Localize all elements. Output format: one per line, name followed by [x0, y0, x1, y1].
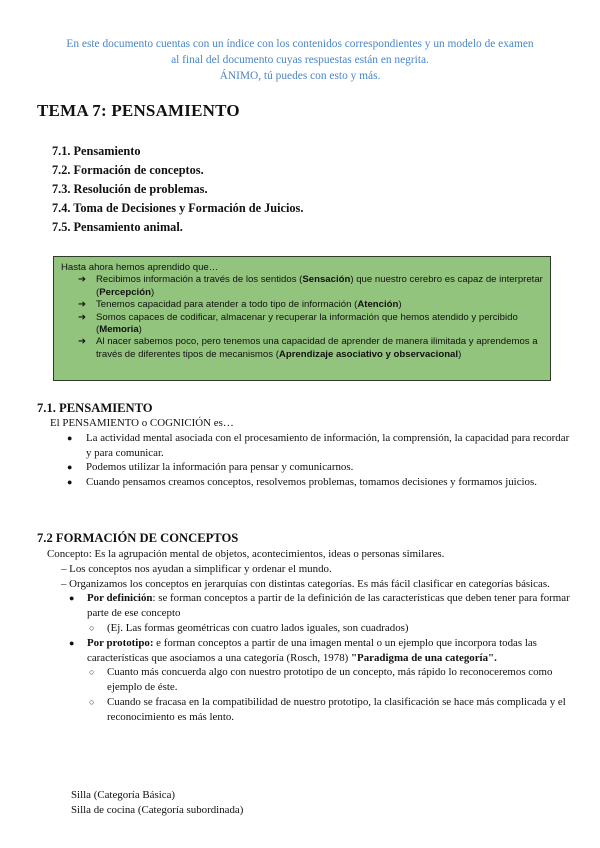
item-text: )	[150, 286, 155, 298]
bullet-bold: Por definición	[87, 592, 153, 605]
list-item	[50, 460, 570, 475]
bullet-icon: ●	[69, 637, 75, 648]
circle-bullet-icon: ○	[89, 622, 95, 633]
table-of-contents	[52, 142, 303, 237]
item-text: Somos capaces de codificar, almacenar y recuperar la información que hemos atendido y percibido (	[96, 311, 518, 336]
sub-list-item	[47, 665, 570, 695]
list-item	[50, 431, 570, 461]
circle-bullet-icon: ○	[89, 667, 95, 678]
section-intro: El PENSAMIENTO o COGNICIÓN es…	[50, 417, 234, 429]
bullet-text: La actividad mental asociada con el procesamiento de información, la comprensión, la capacidad para recordar y para comunicar.	[86, 431, 570, 459]
intro-line: ÁNIMO, tú puedes con esto y más.	[219, 70, 381, 82]
category-examples	[71, 788, 243, 818]
section-pensamiento	[50, 416, 570, 490]
page-title: TEMA 7: PENSAMIENTO	[37, 101, 240, 120]
sub-list-item	[47, 621, 570, 636]
toc-item: 7.1. Pensamiento	[52, 144, 141, 158]
example-line: Silla de cocina (Categoría subordinada)	[71, 804, 244, 816]
arrow-icon: ➔	[78, 274, 87, 286]
bullet-bold: Por prototipo:	[87, 636, 154, 649]
section-heading-conceptos: 7.2 FORMACIÓN DE CONCEPTOS	[37, 531, 239, 545]
toc-item: 7.2. Formación de conceptos.	[52, 163, 204, 177]
intro-line: al final del documento cuyas respuestas están en negrita.	[171, 54, 429, 66]
bullet-text: e forman conceptos a partir de una imagen mental o un ejemplo que incorpora todas las características que asociamos a una categoría (Rosch, 1978)	[87, 636, 537, 664]
sub-text: Cuando se fracasa en la compatibilidad de nuestro prototipo, la clasificación se hace más complicada y el reconocimiento es más lento.	[107, 695, 566, 723]
bullet-bold: "Paradigma de una categoría".	[351, 651, 497, 664]
toc-item: 7.5. Pensamiento animal.	[52, 220, 183, 234]
list-item	[78, 299, 543, 311]
sub-list-item	[47, 695, 570, 725]
item-bold: Memoria	[99, 324, 139, 336]
item-bold: Atención	[357, 299, 399, 311]
circle-bullet-icon: ○	[89, 696, 95, 707]
sub-text: (Ej. Las formas geométricas con cuatro lados iguales, son cuadrados)	[107, 621, 409, 634]
summary-list	[61, 274, 543, 361]
concept-definition: Concepto: Es la agrupación mental de objetos, acontecimientos, ideas o personas similares.	[47, 548, 445, 560]
summary-box	[53, 256, 551, 381]
item-text: ) que nuestro cerebro es capaz de interpretar (	[96, 274, 543, 298]
item-text: )	[458, 348, 462, 360]
intro-line: En este documento cuentas con un índice con los contenidos correspondientes y un modelo de examen	[66, 38, 534, 50]
dash-item: – Organizamos los conceptos en jerarquías con distintas categorías. Es más fácil clasificar en categorías básicas.	[61, 577, 550, 590]
section-conceptos	[47, 547, 570, 725]
toc-item: 7.4. Toma de Decisiones y Formación de Juicios.	[52, 201, 304, 215]
item-bold: Sensación	[302, 274, 351, 286]
item-text: Tenemos capacidad para atender a todo tipo de información (	[96, 299, 358, 311]
bullet-icon: ●	[67, 462, 73, 473]
sub-text: Cuanto más concuerda algo con nuestro prototipo de un concepto, más rápido lo reconoceremos como ejemplo de éste.	[107, 666, 553, 694]
section-heading-pensamiento: 7.1. PENSAMIENTO	[37, 401, 153, 415]
list-item	[78, 312, 543, 337]
summary-lead: Hasta ahora hemos aprendido que…	[61, 262, 219, 273]
item-text: )	[398, 299, 402, 311]
item-text: Al nacer sabemos poco, pero tenemos una capacidad de aprender de manera ilimitada y aprendemos a través de diferentes tipos de mecanismos (	[96, 336, 538, 360]
list-item	[50, 475, 570, 490]
example-line: Silla (Categoría Básica)	[71, 789, 176, 801]
bullet-text: Podemos utilizar la información para pensar y comunicarnos.	[86, 461, 354, 474]
bullet-icon: ●	[67, 477, 73, 488]
list-item	[47, 591, 570, 621]
list-item	[78, 274, 543, 299]
item-bold: Aprendizaje asociativo y observacional	[278, 348, 459, 360]
arrow-icon: ➔	[78, 311, 87, 323]
item-text: Recibimos información a través de los sentidos (	[96, 274, 303, 286]
item-bold: Percepción	[99, 286, 151, 298]
bullet-icon: ●	[69, 593, 75, 604]
dash-item: – Los conceptos nos ayudan a simplificar y ordenar el mundo.	[61, 562, 332, 575]
bullet-text: : se forman conceptos a partir de la definición de las características que deben tener para formar parte de ese concepto	[87, 592, 570, 620]
arrow-icon: ➔	[78, 299, 87, 311]
bullet-icon: ●	[67, 432, 73, 443]
list-item	[47, 636, 570, 666]
bullet-text: Cuando pensamos creamos conceptos, resolvemos problemas, tomamos decisiones y formamos juicios.	[86, 476, 537, 489]
item-text: )	[138, 324, 142, 336]
toc-item: 7.3. Resolución de problemas.	[52, 182, 208, 196]
arrow-icon: ➔	[78, 336, 87, 348]
list-item	[78, 336, 543, 361]
intro-note	[30, 36, 570, 84]
